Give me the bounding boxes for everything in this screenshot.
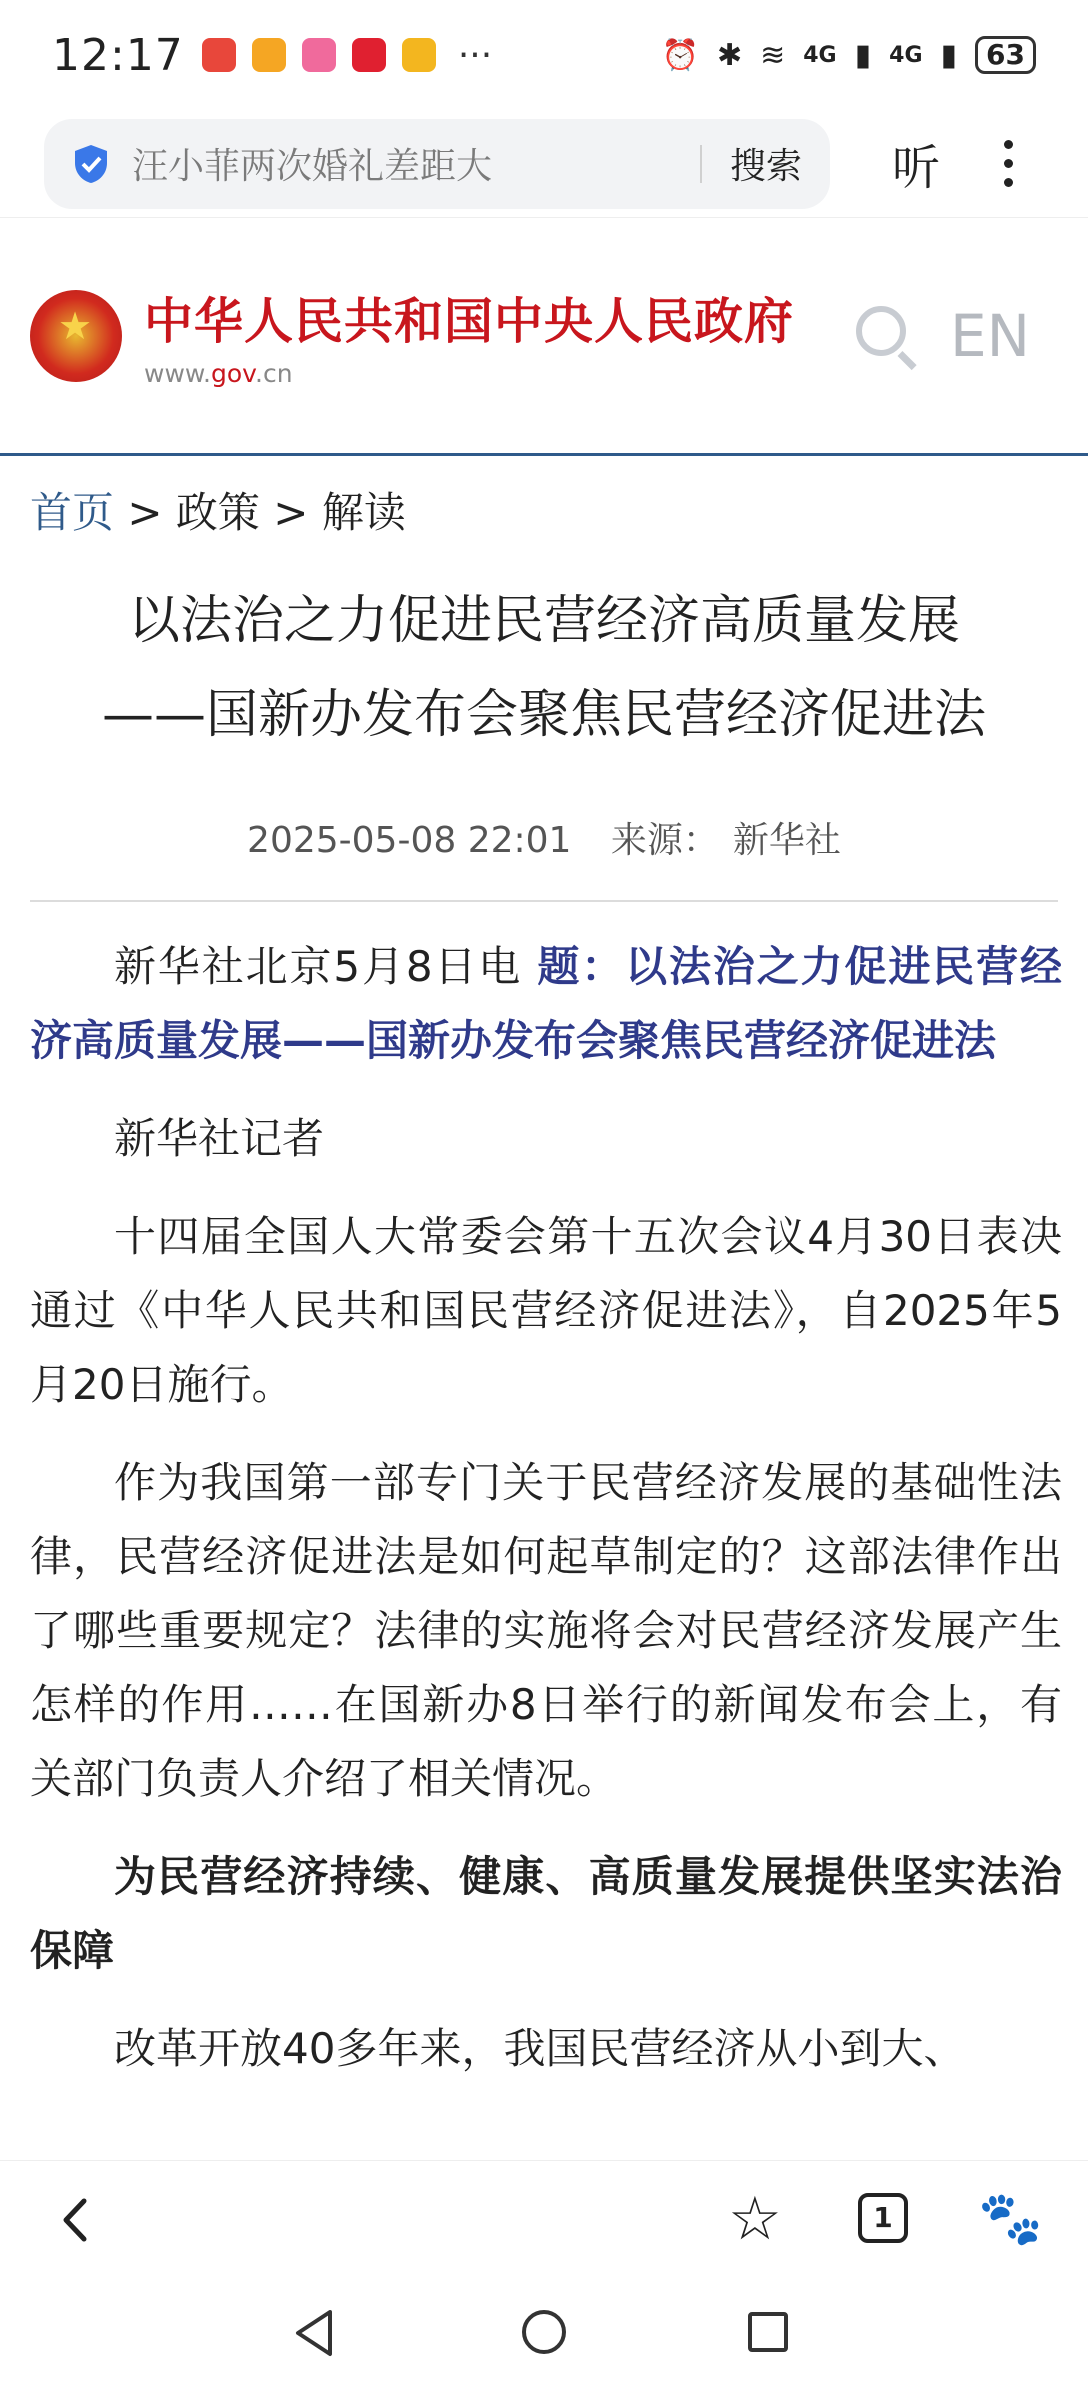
publish-date: 2025-05-08 22:01 — [247, 820, 572, 861]
listen-button[interactable]: 听 — [892, 140, 941, 196]
article-title: 以法治之力促进民营经济高质量发展 ——国新办发布会聚焦民营经济促进法 — [101, 591, 986, 745]
site-title[interactable]: 中华人民共和国中央人民政府 — [144, 293, 795, 350]
xiaohongshu-icon — [352, 38, 386, 72]
baidu-paw-icon[interactable]: 🐾 — [978, 2189, 1043, 2249]
status-time: 12:17 — [52, 29, 184, 81]
alarm-icon: ⏰ — [661, 37, 699, 73]
battery-level: 63 — [975, 36, 1036, 74]
nav-home-icon[interactable] — [522, 2310, 566, 2354]
article-body — [30, 930, 1062, 2110]
english-version-link[interactable]: EN — [949, 301, 1030, 370]
system-nav-bar — [0, 2280, 1088, 2400]
back-icon[interactable] — [52, 2195, 102, 2245]
divider — [30, 900, 1058, 902]
cellular-signal-1: 4G — [803, 42, 837, 68]
weibo-icon — [252, 38, 286, 72]
signal-bars-icon: ▮ — [854, 37, 872, 73]
nav-recents-icon[interactable] — [748, 2312, 788, 2352]
status-bar — [0, 0, 1088, 110]
signal-bars-icon: ▮ — [940, 37, 958, 73]
bilibili-icon — [302, 38, 336, 72]
search-button[interactable]: 搜索 — [729, 146, 802, 187]
site-header — [0, 218, 1088, 456]
browser-bottom-bar — [0, 2160, 1088, 2280]
article-paragraph: 作为我国第一部专门关于民营经济发展的基础性法律，民营经济促进法是如何起草制定的？这部法律作出了哪些重要规定？法律的实施将会对民营经济发展产生怎样的作用……在国新办8日举行的新闻发布会上，有关部门负责人介绍了相关情况。 — [30, 1458, 1062, 1803]
address-bar[interactable] — [44, 119, 830, 209]
status-indicators — [662, 36, 1036, 74]
tabs-count-button[interactable]: 1 — [858, 2193, 908, 2243]
shield-icon — [72, 143, 110, 185]
bookmark-star-icon[interactable]: ☆ — [728, 2184, 782, 2254]
wifi-icon: ≋ — [760, 37, 786, 73]
national-emblem-logo[interactable] — [30, 290, 122, 382]
notification-app-icon — [202, 38, 236, 72]
article-paragraph: 新华社记者 — [114, 1114, 325, 1163]
divider — [700, 145, 702, 183]
breadcrumb: 首页 > 政策 > 解读 — [30, 488, 406, 537]
article-paragraph: 新华社北京5月8日电 题：以法治之力促进民营经济高质量发展——国新办发布会聚焦民营经济促进法 — [30, 942, 1062, 1065]
article-subheading: 为民营经济持续、健康、高质量发展提供坚实法治保障 — [30, 1852, 1062, 1975]
breadcrumb-interpretation[interactable]: 解读 — [321, 488, 406, 537]
breadcrumb-policy[interactable]: 政策 — [175, 488, 260, 537]
breadcrumb-home[interactable]: 首页 — [30, 488, 115, 537]
search-query-text[interactable]: 汪小菲两次婚礼差距大 — [132, 146, 493, 187]
site-url: www.gov.cn — [144, 359, 293, 388]
browser-toolbar — [0, 110, 1088, 218]
article-paragraph: 改革开放40多年来，我国民营经济从小到大、 — [114, 2024, 966, 2073]
bluetooth-icon: ✱ — [716, 37, 743, 73]
article-meta — [0, 812, 1088, 863]
site-branding[interactable] — [144, 283, 794, 388]
article-paragraph: 十四届全国人大常委会第十五次会议4月30日表决通过《中华人民共和国民营经济促进法》，自2025年5月20日施行。 — [30, 1212, 1062, 1409]
more-notifications-icon: ··· — [457, 34, 493, 76]
cellular-signal-2: 4G — [889, 42, 923, 68]
site-search-icon[interactable] — [854, 304, 918, 368]
source-name: 新华社 — [732, 820, 841, 861]
mail-icon — [402, 38, 436, 72]
source-label: 来源： — [610, 820, 719, 861]
nav-back-icon[interactable] — [292, 2308, 336, 2358]
more-menu-icon[interactable] — [1004, 140, 1013, 187]
